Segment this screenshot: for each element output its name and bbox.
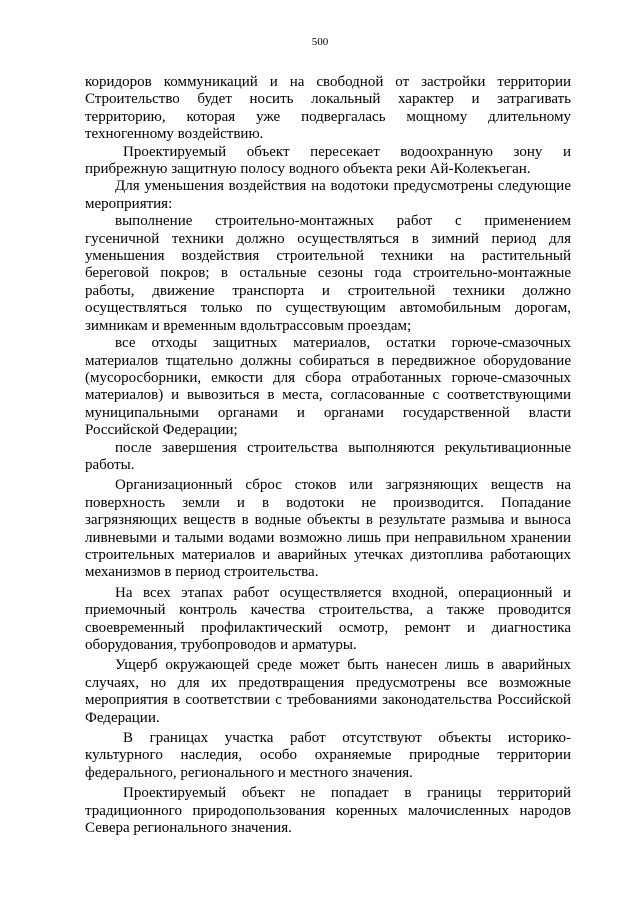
paragraph-quality-control: На всех этапах работ осуществляется входной, операционный и приемочный контроль качества строительства, а также проводится своевременный профилактический осмотр, ремонт и диагностика оборудования, трубопроводов и арматуры.	[85, 584, 571, 653]
paragraph-water-protection-zone: Проектируемый объект пересекает водоохранную зону и прибрежную защитную полосу водного объекта реки Ай-Колекъеган.	[85, 143, 571, 178]
paragraph-measures-intro: Для уменьшения воздействия на водотоки предусмотрены следующие мероприятия:	[85, 178, 571, 212]
paragraph-traditional-land-use: Проектируемый объект не попадает в границы территорий традиционного природопользования коренных малочисленных народов Севера регионального значения.	[85, 785, 571, 837]
paragraph-discharge: Организационный сброс стоков или загрязняющих веществ на поверхность земли и в водотоки не производится. Попадание загрязняющих веществ в водные объекты в результате размыва и выноса ливневыми и талыми водами возможно лишь при неправильном хранении строительных материалов и аварийных утечках дизтоплива работающих механизмов в период строительства.	[85, 477, 571, 581]
paragraph-cultural-heritage: В границах участка работ отсутствуют объекты историко-культурного наследия, особо охраняемые природные территории федерального, регионального и местного значения.	[85, 730, 571, 781]
paragraph-continuation: коридоров коммуникаций и на свободной от застройки территории Строительство будет носить локальный характер и затрагивать территорию, которая уже подвергалась мощному длительному техногенному воздействию.	[85, 74, 571, 143]
list-item-waste-collection: все отходы защитных материалов, остатки горюче-смазочных материалов тщательно должны собираться в передвижное оборудование (мусоросборники, емкости для сбора отработанных горюче-смазочных материалов) и вывозиться в места, согласованные с соответствующими муниципальными органами и органами государственной власти Российской Федерации;	[85, 335, 571, 439]
body-text	[85, 74, 571, 837]
page-number: 500	[311, 36, 329, 48]
list-item-recultivation: после завершения строительства выполняются рекультивационные работы.	[85, 439, 571, 473]
paragraph-accident-damage: Ущерб окружающей среде может быть нанесен лишь в аварийных случаях, но для их предотвращения предусмотрены все возможные мероприятия в соответствии с требованиями законодательства Российской Федерации.	[85, 657, 571, 726]
list-item-winter-works: выполнение строительно-монтажных работ с применением гусеничной техники должно осуществляться в зимний период для уменьшения воздействия строительной техники на растительный береговой покров; в остальные сезоны года строительно-монтажные работы, движение транспорта и строительной техники должно осуществляться только по существующим автомобильным дорогам, зимникам и временным вдольтрассовым проездам;	[85, 213, 571, 334]
